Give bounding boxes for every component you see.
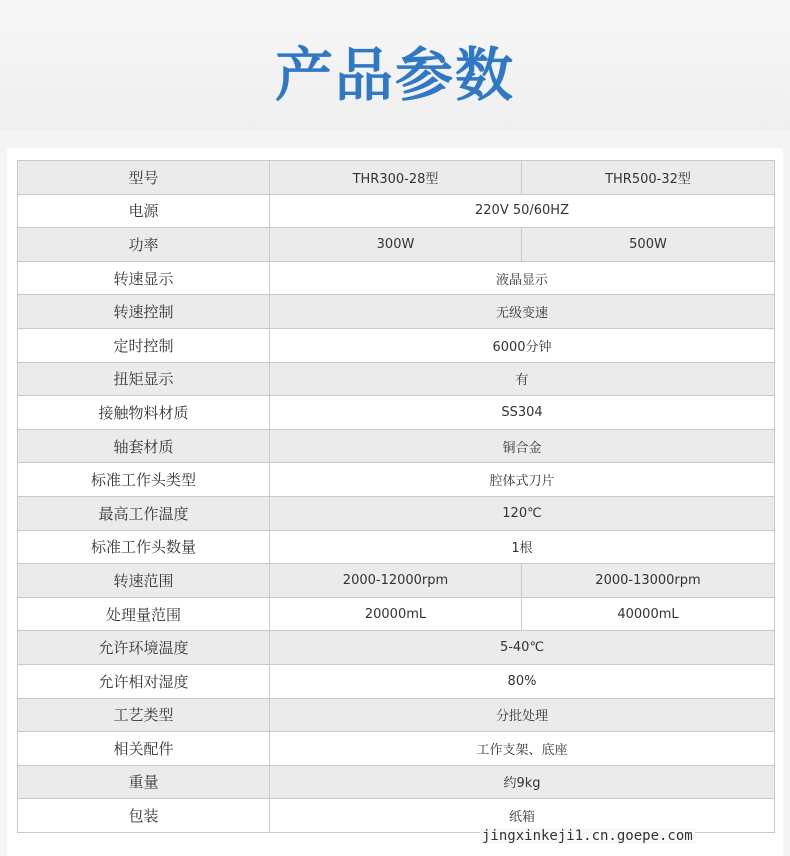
row-value: 120℃ [270, 496, 775, 530]
row-value: 工作支架、底座 [270, 732, 775, 766]
table-row [18, 429, 775, 463]
row-label: 标准工作头数量 [18, 530, 270, 564]
table-row [18, 396, 775, 430]
row-value: SS304 [270, 396, 775, 430]
row-label: 相关配件 [18, 732, 270, 766]
row-value: 5-40℃ [270, 631, 775, 665]
row-label: 允许环境温度 [18, 631, 270, 665]
row-label: 功率 [18, 228, 270, 262]
table-row [18, 228, 775, 262]
row-value-a: 300W [270, 228, 522, 262]
row-value: 铜合金 [270, 429, 775, 463]
row-label: 轴套材质 [18, 429, 270, 463]
row-value: 约9kg [270, 765, 775, 799]
page-title: 产品参数 [274, 41, 515, 109]
row-value: 220V 50/60HZ [270, 194, 775, 228]
row-value: 液晶显示 [270, 261, 775, 295]
table-row [18, 261, 775, 295]
table-row [18, 328, 775, 362]
row-value-b: THR500-32型 [522, 161, 775, 195]
table-row [18, 194, 775, 228]
row-value-b: 2000-13000rpm [522, 564, 775, 598]
table-row [18, 664, 775, 698]
row-value: 80% [270, 664, 775, 698]
table-row [18, 597, 775, 631]
row-label: 转速控制 [18, 295, 270, 329]
row-label: 最高工作温度 [18, 496, 270, 530]
row-label: 扭矩显示 [18, 362, 270, 396]
table-row [18, 463, 775, 497]
row-label: 接触物料材质 [18, 396, 270, 430]
table-row [18, 530, 775, 564]
row-value: 6000分钟 [270, 328, 775, 362]
row-label: 转速范围 [18, 564, 270, 598]
table-row [18, 295, 775, 329]
header-banner [0, 0, 790, 130]
row-label: 允许相对湿度 [18, 664, 270, 698]
row-value: 分批处理 [270, 698, 775, 732]
row-label: 重量 [18, 765, 270, 799]
row-value-a: THR300-28型 [270, 161, 522, 195]
spec-table [17, 160, 775, 833]
row-label: 包装 [18, 799, 270, 833]
table-row [18, 698, 775, 732]
row-label: 定时控制 [18, 328, 270, 362]
row-label: 电源 [18, 194, 270, 228]
row-value-a: 20000mL [270, 597, 522, 631]
row-label: 型号 [18, 161, 270, 195]
row-value: 纸箱 [270, 799, 775, 833]
row-label: 处理量范围 [18, 597, 270, 631]
row-label: 转速显示 [18, 261, 270, 295]
table-row [18, 564, 775, 598]
row-label: 工艺类型 [18, 698, 270, 732]
table-row [18, 631, 775, 665]
watermark: jingxinkeji1.cn.goepe.com [482, 828, 693, 844]
row-value-b: 40000mL [522, 597, 775, 631]
table-row [18, 362, 775, 396]
table-row [18, 496, 775, 530]
row-value: 腔体式刀片 [270, 463, 775, 497]
row-value-a: 2000-12000rpm [270, 564, 522, 598]
row-value: 1根 [270, 530, 775, 564]
row-value-b: 500W [522, 228, 775, 262]
table-row [18, 732, 775, 766]
table-row [18, 765, 775, 799]
table-row [18, 161, 775, 195]
row-value: 有 [270, 362, 775, 396]
row-label: 标准工作头类型 [18, 463, 270, 497]
row-value: 无级变速 [270, 295, 775, 329]
